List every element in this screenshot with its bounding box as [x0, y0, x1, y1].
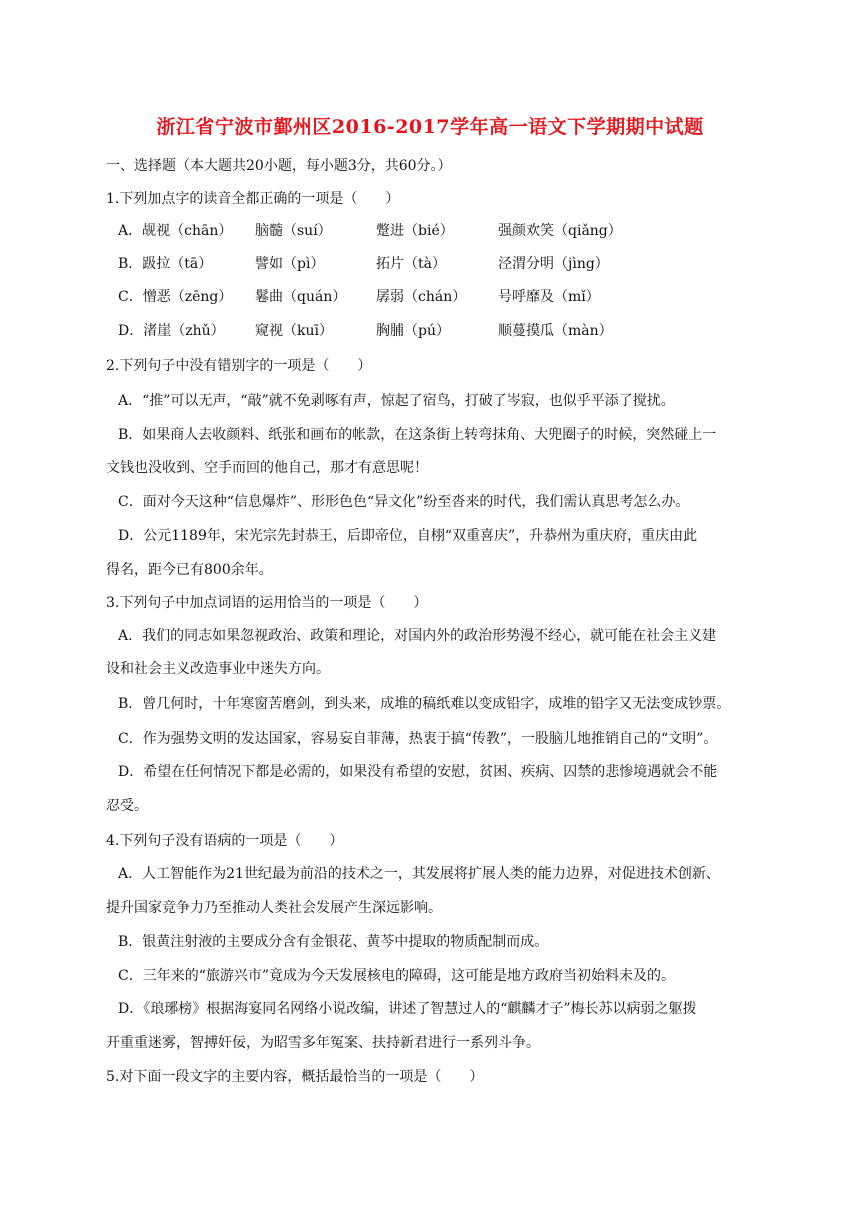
q3-option-b: B．曾几何时，十年寒窗苦磨剑，到头来，成堆的稿纸难以变成铅字，成堆的铅字又无法变成钞票。 — [118, 696, 731, 712]
q4-option-b: B．银黄注射液的主要成分含有金银花、黄芩中提取的物质配制而成。 — [118, 934, 549, 950]
q1-d-item-1: D．渚崖（zhǔ） — [118, 323, 225, 339]
q1-b-item-1: B．趿拉（tā） — [118, 256, 213, 272]
q1-c-item-2: 鬈曲（quán） — [255, 289, 347, 305]
q1-d-item-4: 顺蔓摸瓜（màn） — [498, 323, 613, 339]
section-header: 一、选择题（本大题共20小题，每小题3分，共60分。） — [106, 158, 452, 174]
q1-a-item-4: 强颜欢笑（qiǎng） — [498, 223, 622, 239]
q4-option-c: C．三年来的“旅游兴市”竟成为今天发展核电的障碍，这可能是地方政府当初始料未及的。 — [118, 968, 676, 984]
q3-option-a: A．我们的同志如果忽视政治、政策和理论，对国内外的政治形势漫不经心，就可能在社会主义建 — [118, 628, 717, 644]
q1-c-item-4: 号呼靡及（mǐ） — [498, 289, 600, 305]
q1-c-item-3: 孱弱（chán） — [376, 289, 467, 305]
question-1-stem: 1.下列加点字的读音全都正确的一项是（ ） — [106, 191, 400, 207]
q1-d-item-2: 窥视（kuī） — [255, 323, 333, 339]
q3-option-d: D．希望在任何情况下都是必需的，如果没有希望的安慰，贫困、疾病、囚禁的悲惨境遇就会不能 — [118, 764, 718, 780]
q2-option-d-continued: 得名，距今已有800余年。 — [106, 562, 273, 578]
q2-option-d: D．公元1189年，宋光宗先封恭王，后即帝位，自栩“双重喜庆”，升恭州为重庆府，重庆由此 — [118, 528, 698, 544]
q3-option-c: C．作为强势文明的发达国家，容易妄自菲薄，热衷于搞“传教”，一股脑儿地推销自己的“文明”。 — [118, 731, 718, 747]
question-3-stem: 3.下列句子中加点词语的运用恰当的一项是（ ） — [106, 595, 428, 611]
q4-option-a-continued: 提升国家竞争力乃至推动人类社会发展产生深远影响。 — [106, 900, 442, 916]
q2-option-a: A．“推”可以无声，“敲”就不免剥啄有声，惊起了宿鸟，打破了岑寂，也似乎平添了搅扰。 — [118, 393, 675, 409]
q4-option-d-continued: 开重重迷雾，智搏奸佞，为昭雪多年冤案、扶持新君进行一系列斗争。 — [106, 1035, 540, 1051]
q2-option-b-continued: 文钱也没收到、空手而回的他自己，那才有意思呢！ — [106, 460, 428, 476]
q4-option-a: A．人工智能作为21世纪最为前沿的技术之一，其发展将扩展人类的能力边界，对促进技术创新、 — [118, 866, 720, 882]
q1-a-item-3: 蹩进（bié） — [376, 223, 454, 239]
q3-option-a-continued: 设和社会主义改造事业中迷失方向。 — [106, 661, 330, 677]
q1-b-item-4: 泾渭分明（jìng） — [498, 256, 609, 272]
q2-option-b: B．如果商人去收颜料、纸张和画布的帐款，在这条街上转弯抹角、大兜圈子的时候，突然碰上一 — [118, 427, 717, 443]
q1-b-item-3: 拓片（tà） — [376, 256, 446, 272]
q3-option-d-continued: 忍受。 — [106, 798, 148, 814]
q2-option-c: C．面对今天这种“信息爆炸”、形形色色“异文化”纷至沓来的时代，我们需认真思考怎么办。 — [118, 494, 690, 510]
q4-option-d: D．《琅琊榜》根据海宴同名网络小说改编，讲述了智慧过人的“麒麟才子”梅长苏以病弱之躯拨 — [118, 1001, 697, 1017]
q1-a-item-1: A．觇视（chān） — [118, 223, 233, 239]
q1-b-item-2: 譬如（pì） — [255, 256, 325, 272]
q1-a-item-2: 脑髓（suí） — [255, 223, 332, 239]
question-2-stem: 2.下列句子中没有错别字的一项是（ ） — [106, 358, 372, 374]
page-title: 浙江省宁波市鄞州区2016-2017学年高一语文下学期期中试题 — [156, 116, 704, 138]
q1-c-item-1: C．憎恶（zēng） — [118, 289, 233, 305]
question-4-stem: 4.下列句子没有语病的一项是（ ） — [106, 833, 344, 849]
question-5-stem: 5.对下面一段文字的主要内容，概括最恰当的一项是（ ） — [106, 1069, 484, 1085]
q1-d-item-3: 胸脯（pú） — [376, 323, 450, 339]
